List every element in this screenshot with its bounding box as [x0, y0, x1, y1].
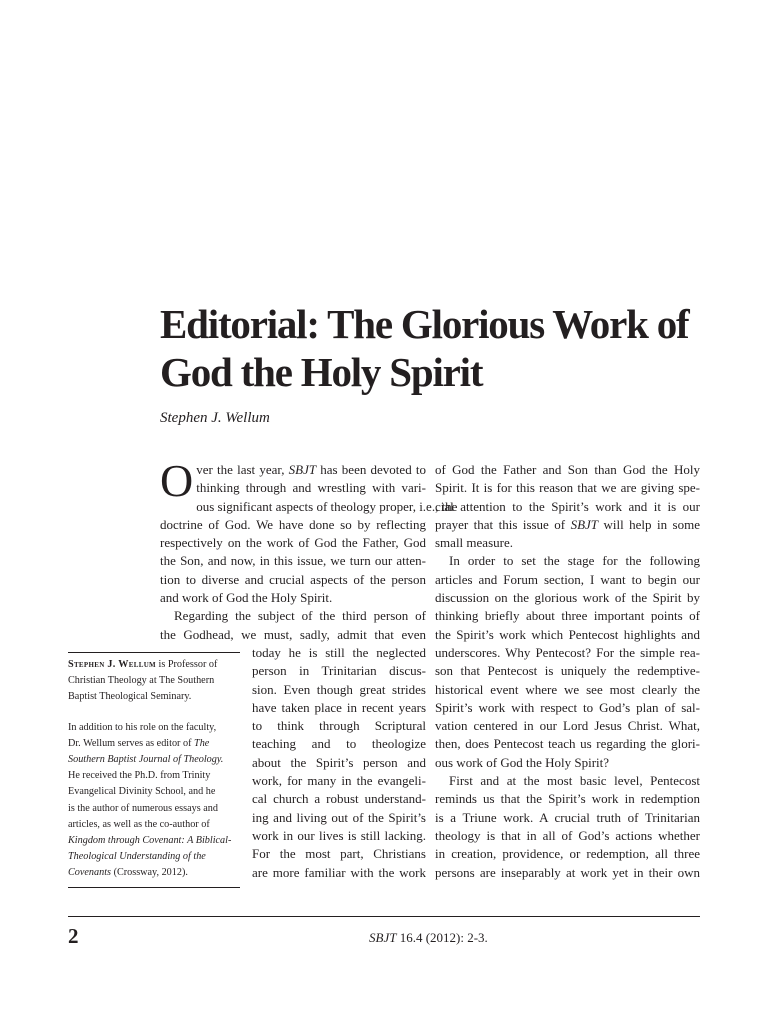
- text-line: vation centered in our Lord Jesus Christ. What,: [435, 718, 700, 734]
- text-line: underscores. Why Pentecost? For the simple rea-: [435, 644, 700, 660]
- text-line: respectively on the work of God the Father, God: [160, 535, 426, 551]
- column-1: [160, 455, 458, 644]
- text-line: have taken place in recent years: [252, 699, 426, 715]
- page-number: 2: [68, 924, 79, 948]
- text-line: In addition to his role on the faculty,: [68, 721, 217, 733]
- text-line: For the most part, Christians: [252, 846, 426, 862]
- text-line: and work of God the Holy Spirit.: [160, 590, 333, 606]
- text-line: theology is that in all of God’s actions whether: [435, 827, 700, 843]
- text-line: the Spirit’s work which Pentecost highlights and: [435, 626, 700, 642]
- text-line: tion to diverse and crucial aspects of the person: [160, 571, 426, 587]
- text-line: ing and living out of the Spirit’s: [252, 809, 426, 825]
- text-line: Spirit’s work with respect to God’s plan of sal-: [435, 699, 700, 715]
- text-line: He received the Ph.D. from Trinity: [68, 770, 211, 782]
- author-bio: [68, 652, 240, 888]
- text-line: then, does Pentecost teach us regarding the glori-: [435, 736, 700, 752]
- article-title: [160, 300, 720, 396]
- text-line: in creation, providence, or redemption, all three: [435, 846, 700, 862]
- text-line: Spirit. It is for this reason that we are giving spe-: [435, 480, 700, 496]
- text-line: work in our lives is still lacking.: [252, 827, 426, 843]
- text-line: ous work of God the Holy Spirit?: [435, 754, 610, 770]
- column-1-continued: [252, 644, 426, 882]
- text-line: Southern Baptist Journal of Theology.: [68, 754, 224, 766]
- column-2: [435, 461, 700, 882]
- bio-author-name: Stephen J. Wellum: [68, 659, 156, 670]
- text-line: Theological Understanding of the: [68, 851, 206, 863]
- text-line: Kingdom through Covenant: A Biblical-: [68, 835, 232, 847]
- text-line: teaching and to theologize: [252, 736, 426, 752]
- text-line: are more familiar with the work: [252, 864, 426, 880]
- title-line-1: Editorial: The Glorious Work of: [160, 301, 689, 347]
- text-line: to think through Scriptural: [252, 718, 426, 734]
- footer-rule: [68, 916, 700, 917]
- text-line: ous significant aspects of theology proper, i.e., the: [196, 498, 458, 514]
- author-byline: Stephen J. Wellum: [160, 410, 270, 426]
- text-line: Dr. Wellum serves as editor of The: [68, 737, 210, 749]
- text-line: Christian Theology at The Southern: [68, 675, 215, 687]
- text-line: is the author of numerous essays and: [68, 802, 218, 814]
- text-line: First and at the most basic level, Pentecost: [449, 773, 700, 789]
- text-line: thinking through and wrestling with vari-: [196, 480, 426, 496]
- text-line: person in Trinitarian discus-: [252, 663, 426, 679]
- bio-paragraph: [68, 657, 240, 706]
- drop-cap: O: [160, 455, 194, 506]
- text-line: sion. Even though great strides: [252, 681, 426, 697]
- text-line: Covenants (Crossway, 2012).: [68, 867, 188, 879]
- title-line-2: God the Holy Spirit: [160, 349, 483, 395]
- text-line: about the Spirit’s person and: [252, 754, 426, 770]
- text-line: discussion on the glorious work of the Spirit by: [435, 590, 700, 606]
- text-line: thinking briefly about three important points of: [435, 608, 700, 624]
- text-line: Regarding the subject of the third person of: [174, 608, 426, 624]
- text-line: Evangelical Divinity School, and he: [68, 786, 216, 798]
- text-line: today he is still the neglected: [252, 645, 426, 660]
- text-line: cal church a robust understand-: [252, 791, 426, 807]
- text-line: reminds us that the Spirit’s work in redemption: [435, 791, 700, 807]
- text-line: ver the last year, SBJT has been devoted to: [196, 462, 426, 477]
- text-line: cial attention to the Spirit’s work and it is our: [435, 498, 700, 514]
- text-line: work, for many in the evangeli-: [252, 773, 426, 789]
- text-line: [68, 657, 240, 673]
- text-line: prayer that this issue of SBJT will help in some: [435, 516, 700, 532]
- journal-citation: SBJT 16.4 (2012): 2-3.: [369, 930, 488, 945]
- text-line: the Godhead, we must, sadly, admit that even: [160, 626, 426, 642]
- text-line: son that Pentecost is uniquely the redemptive-: [435, 663, 700, 679]
- bio-paragraph: [68, 720, 240, 882]
- text-line: In order to set the stage for the following: [449, 553, 700, 569]
- text-line: small measure.: [435, 535, 513, 551]
- text-line: articles, as well as the co-author of: [68, 818, 210, 830]
- text-line: doctrine of God. We have done so by reflecting: [160, 516, 426, 532]
- text-line: of God the Father and Son than God the Holy: [435, 462, 700, 477]
- text-line: historical event where we see most clearly the: [435, 681, 700, 697]
- text-line: persons are inseparably at work yet in their own: [435, 864, 700, 880]
- bio-text: is Professor of: [155, 659, 218, 670]
- text-line: articles and Forum section, I want to begin our: [435, 571, 700, 587]
- text-line: is a Triune work. A crucial truth of Trinitarian: [435, 809, 700, 825]
- text-line: the Son, and now, in this issue, we turn our atten-: [160, 553, 426, 569]
- text-line: Baptist Theological Seminary.: [68, 691, 192, 703]
